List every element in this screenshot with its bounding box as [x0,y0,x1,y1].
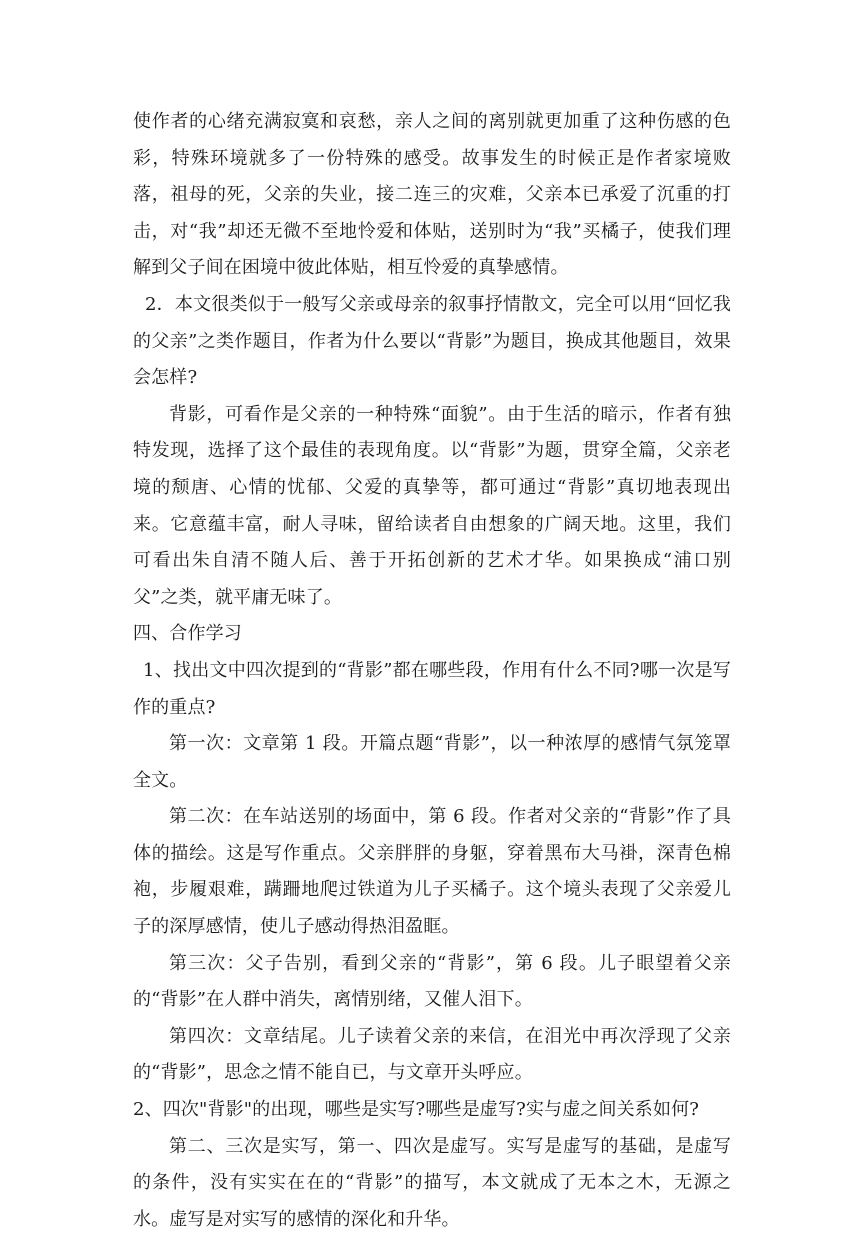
cooperative-question-2: 2、四次"背影"的出现，哪些是实写?哪些是虚写?实与虚之间关系如何? [133,1099,700,1121]
paragraph-intro-continuation: 使作者的心绪充满寂寞和哀愁，亲人之间的离别就更加重了这种伤感的色彩，特殊环境就多了一份特殊的感受。故事发生的时候正是作者家境败落，祖母的死，父亲的失业，接二连三的灾难，父亲本已承爱了沉重的打击，对“我”却还无微不至地怜爱和体贴，送别时为“我”买橘子，使我们理解到父子间在困境中彼此体贴，相互怜爱的真挚感情。 [133,111,731,279]
answer-fourth-mention: 第四次：文章结尾。儿子读着父亲的来信，在泪光中再次浮现了父亲的“背影”，思念之情不能自已，与文章开头呼应。 [133,1025,731,1084]
question-2-title: 2．本文很类似于一般写父亲或母亲的叙事抒情散文，完全可以用“回忆我的父亲”之类作题目，作者为什么要以“背影”为题目，换成其他题目，效果会怎样? [133,293,731,389]
answer-first-mention: 第一次：文章第 1 段。开篇点题“背影”，以一种浓厚的感情气氛笼罩全文。 [133,733,731,791]
cooperative-question-1: 1、找出文中四次提到的“背影”都在哪些段，作用有什么不同?哪一次是写作的重点? [133,659,731,718]
answer-third-mention: 第三次：父子告别，看到父亲的“背影”，第 6 段。儿子眼望着父亲的“背影”在人群中消失，离情别绪，又催人泪下。 [133,952,731,1011]
answer-2-paragraph: 背影，可看作是父亲的一种特殊“面貌”。由于生活的暗示，作者有独特发现，选择了这个最佳的表现角度。以“背影”为题，贯穿全篇，父亲老境的颓唐、心情的忧郁、父爱的真挚等，都可通过“背影”真切地表现出来。它意蕴丰富，耐人寻味，留给读者自由想象的广阔天地。这里，我们可看出朱自清不随人后、善于开拓创新的艺术才华。如果换成“浦口别父”之类，就平庸无味了。 [133,403,731,608]
document-body [133,104,731,1238]
section-heading-cooperative-learning: 四、合作学习 [133,623,242,645]
answer-second-mention: 第二次：在车站送别的场面中，第 6 段。作者对父亲的“背影”作了具体的描绘。这是写作重点。父亲胖胖的身躯，穿着黑布大马褂，深青色棉袍，步履艰难，蹒跚地爬过铁道为儿子买橘子。这个境头表现了父亲爱儿子的深厚感情，使儿子感动得热泪盈眶。 [133,806,731,938]
answer-real-virtual-writing: 第二、三次是实写，第一、四次是虚写。实写是虚写的基础，是虚写的条件，没有实实在在的“背影”的描写，本文就成了无本之木，无源之水。虚写是对实写的感情的深化和升华。 [133,1135,731,1230]
